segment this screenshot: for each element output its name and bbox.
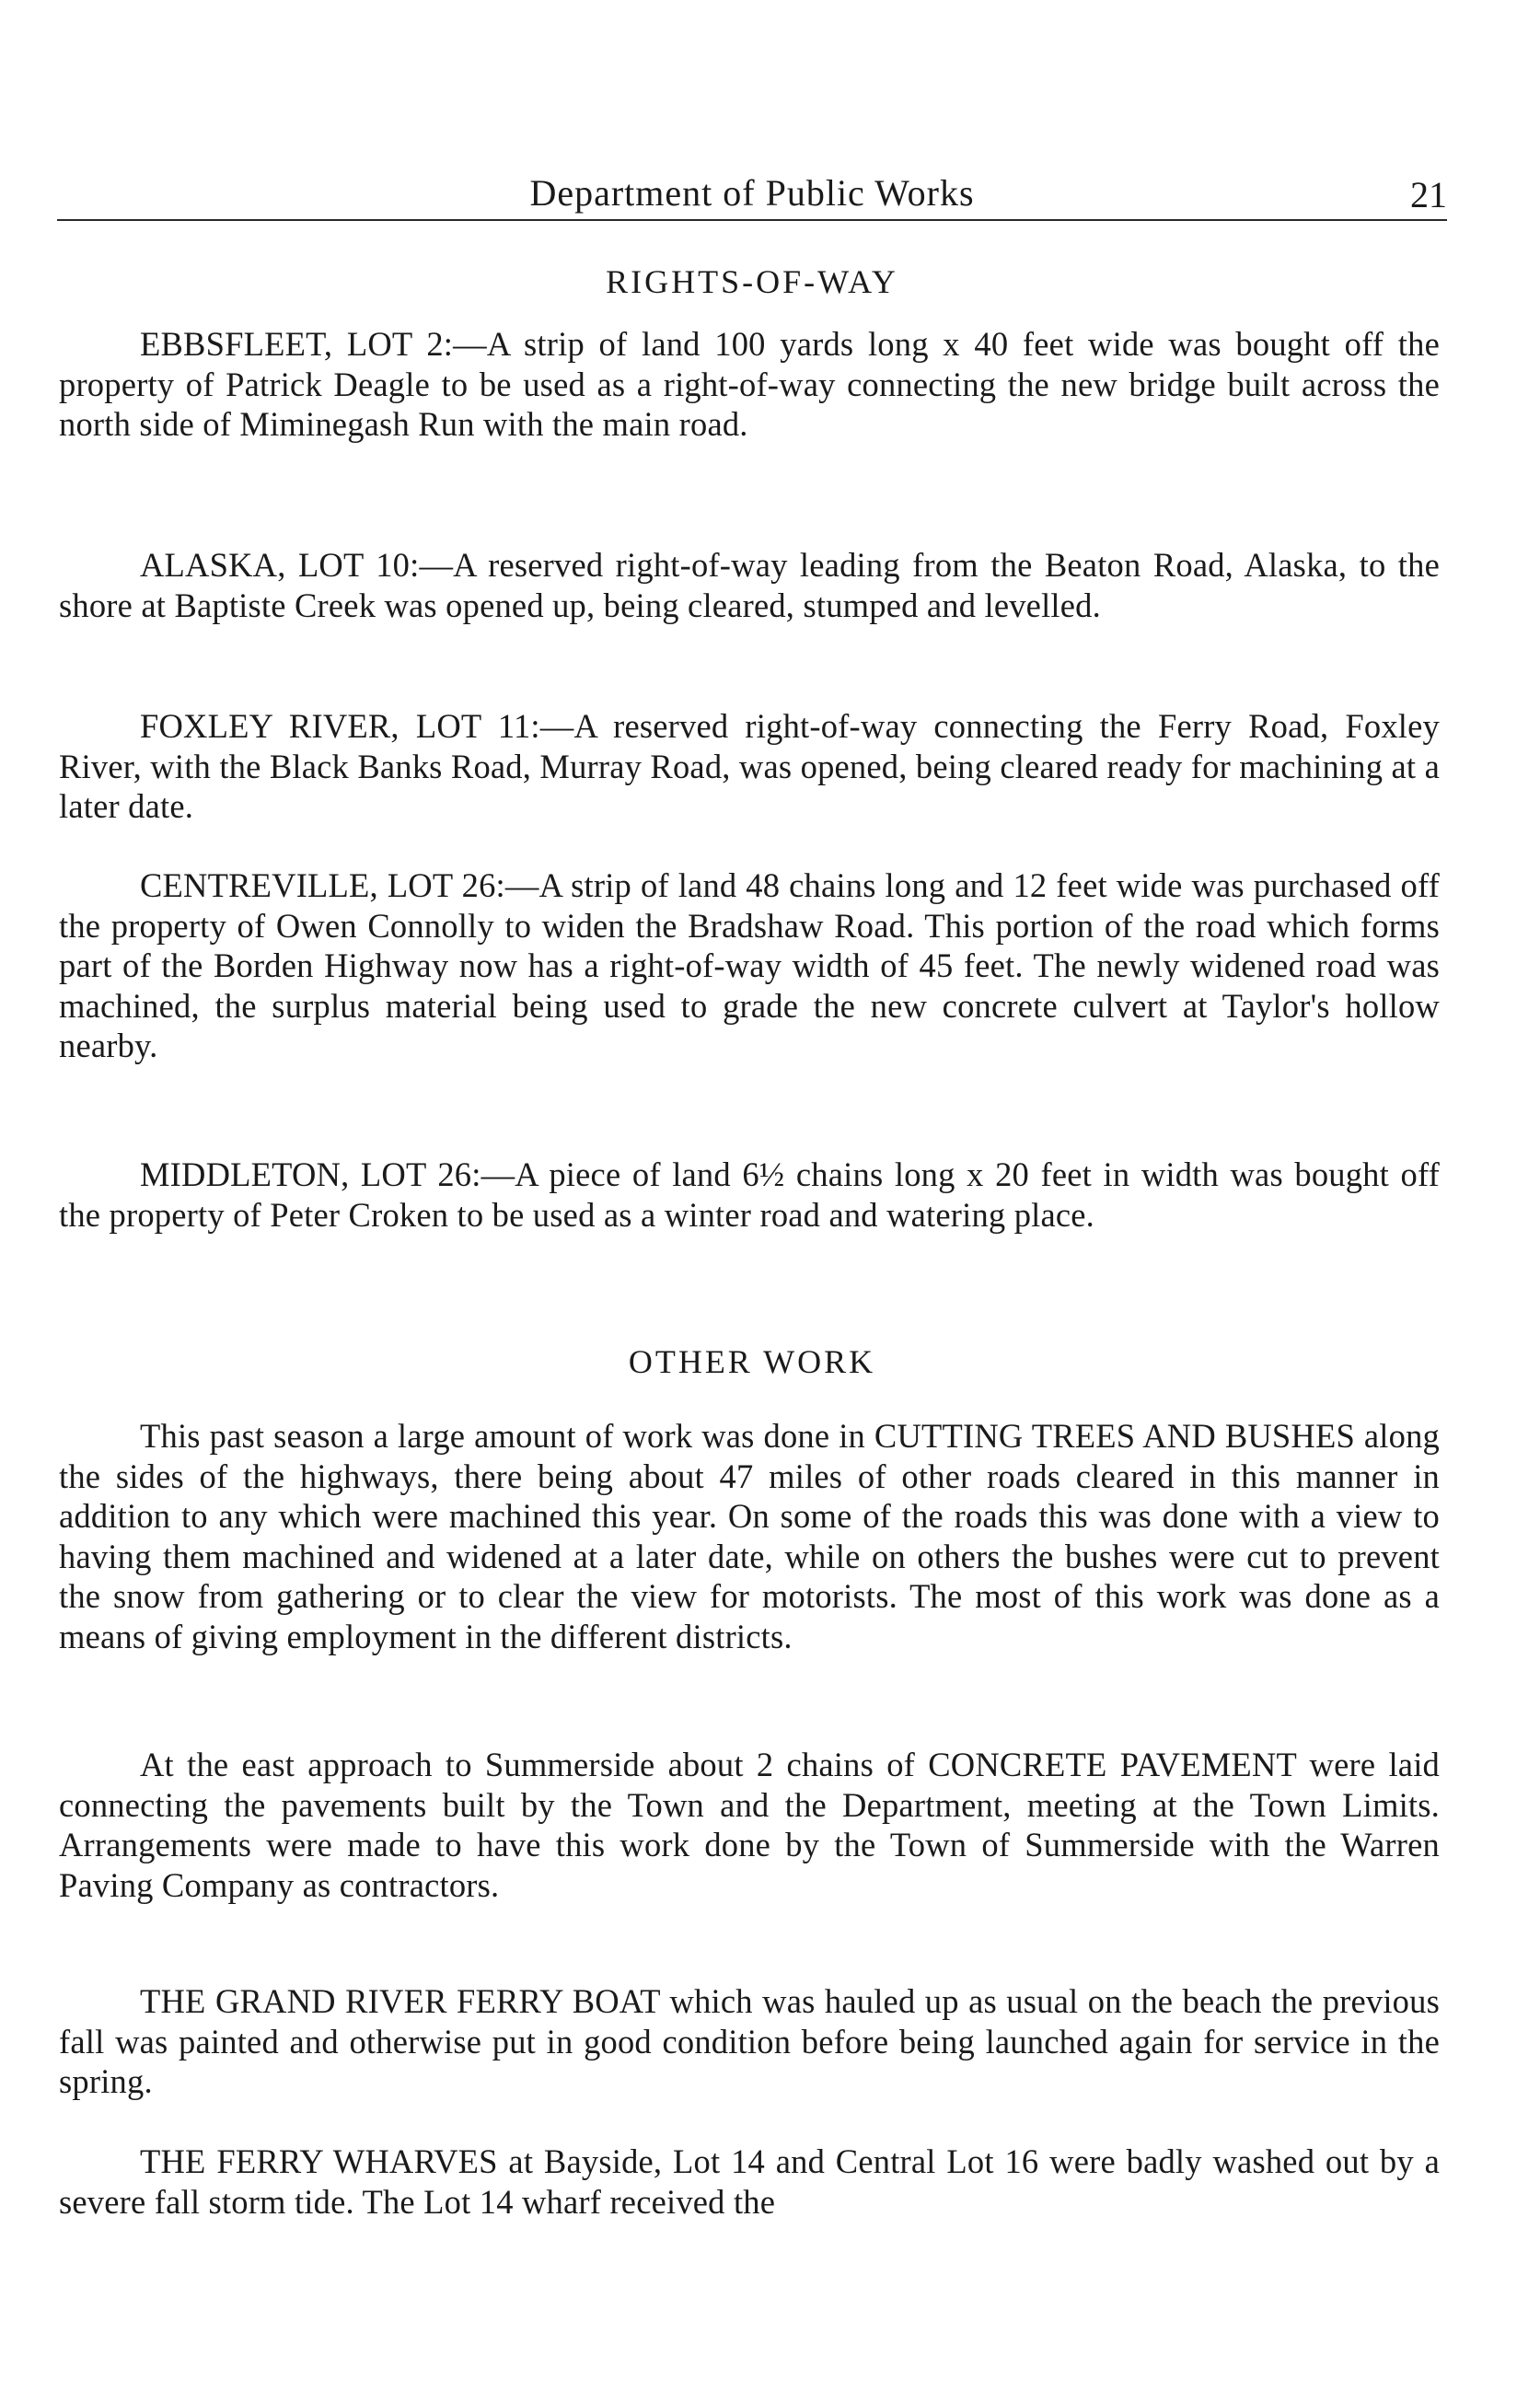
paragraph-middleton: MIDDLETON, LOT 26:—A piece of land 6½ chains long x 20 feet in width was bought off the property of Peter Croken to be used as a winter road and watering place. <box>59 1155 1440 1234</box>
section-heading-rights-of-way: RIGHTS-OF-WAY <box>606 263 898 300</box>
section-heading-other-work: OTHER WORK <box>628 1343 876 1380</box>
paragraph-concrete-pavement: At the east approach to Summerside about 2 chains of CONCRETE PAVEMENT were laid connecting the pavements built by the Town and the Department, meeting at the Town Limits. Arrangements were made to have this work done by the Town of Summerside with the Warren Paving Company as contractors. <box>59 1746 1440 1904</box>
header-title: Department of Public Works <box>529 172 975 214</box>
paragraph-alaska: ALASKA, LOT 10:—A reserved right-of-way leading from the Beaton Road, Alaska, to the shore at Baptiste Creek was opened up, being cleared, stumped and levelled. <box>59 546 1440 624</box>
header-rule <box>57 219 1447 221</box>
paragraph-foxley-river: FOXLEY RIVER, LOT 11:—A reserved right-of-way connecting the Ferry Road, Foxley River, with the Black Banks Road, Murray Road, was opened, being cleared ready for machining at a later date. <box>59 707 1440 825</box>
page-number: 21 <box>1410 174 1447 215</box>
running-header <box>57 168 1447 223</box>
paragraph-ebbsfleet: EBBSFLEET, LOT 2:—A strip of land 100 yards long x 40 feet wide was bought off the property of Patrick Deagle to be used as a right-of-way connecting the new bridge built across the north side of Miminegash Run with the main road. <box>59 325 1440 443</box>
paragraph-centreville: CENTREVILLE, LOT 26:—A strip of land 48 chains long and 12 feet wide was purchased off the property of Owen Connolly to widen the Bradshaw Road. This portion of the road which forms part of the Borden Highway now has a right-of-way width of 45 feet. The newly widened road was machined, the surplus material being used to grade the new concrete culvert at Taylor's hollow nearby. <box>59 866 1440 1064</box>
paragraph-ferry-boat: THE GRAND RIVER FERRY BOAT which was hauled up as usual on the beach the previous fall was painted and otherwise put in good condition before being launched again for service in the spring. <box>59 1982 1440 2100</box>
paragraph-ferry-wharves: THE FERRY WHARVES at Bayside, Lot 14 and Central Lot 16 were badly washed out by a severe fall storm tide. The Lot 14 wharf received the <box>59 2142 1440 2221</box>
paragraph-cutting-trees: This past season a large amount of work was done in CUTTING TREES AND BUSHES along the sides of the highways, there being about 47 miles of other roads cleared in this manner in addition to any which were machined this year. On some of the roads this was done with a view to having them machined and widened at a later date, while on others the bushes were cut to prevent the snow from gathering or to clear the view for motorists. The most of this work was done as a means of giving employment in the different districts. <box>59 1417 1440 1655</box>
